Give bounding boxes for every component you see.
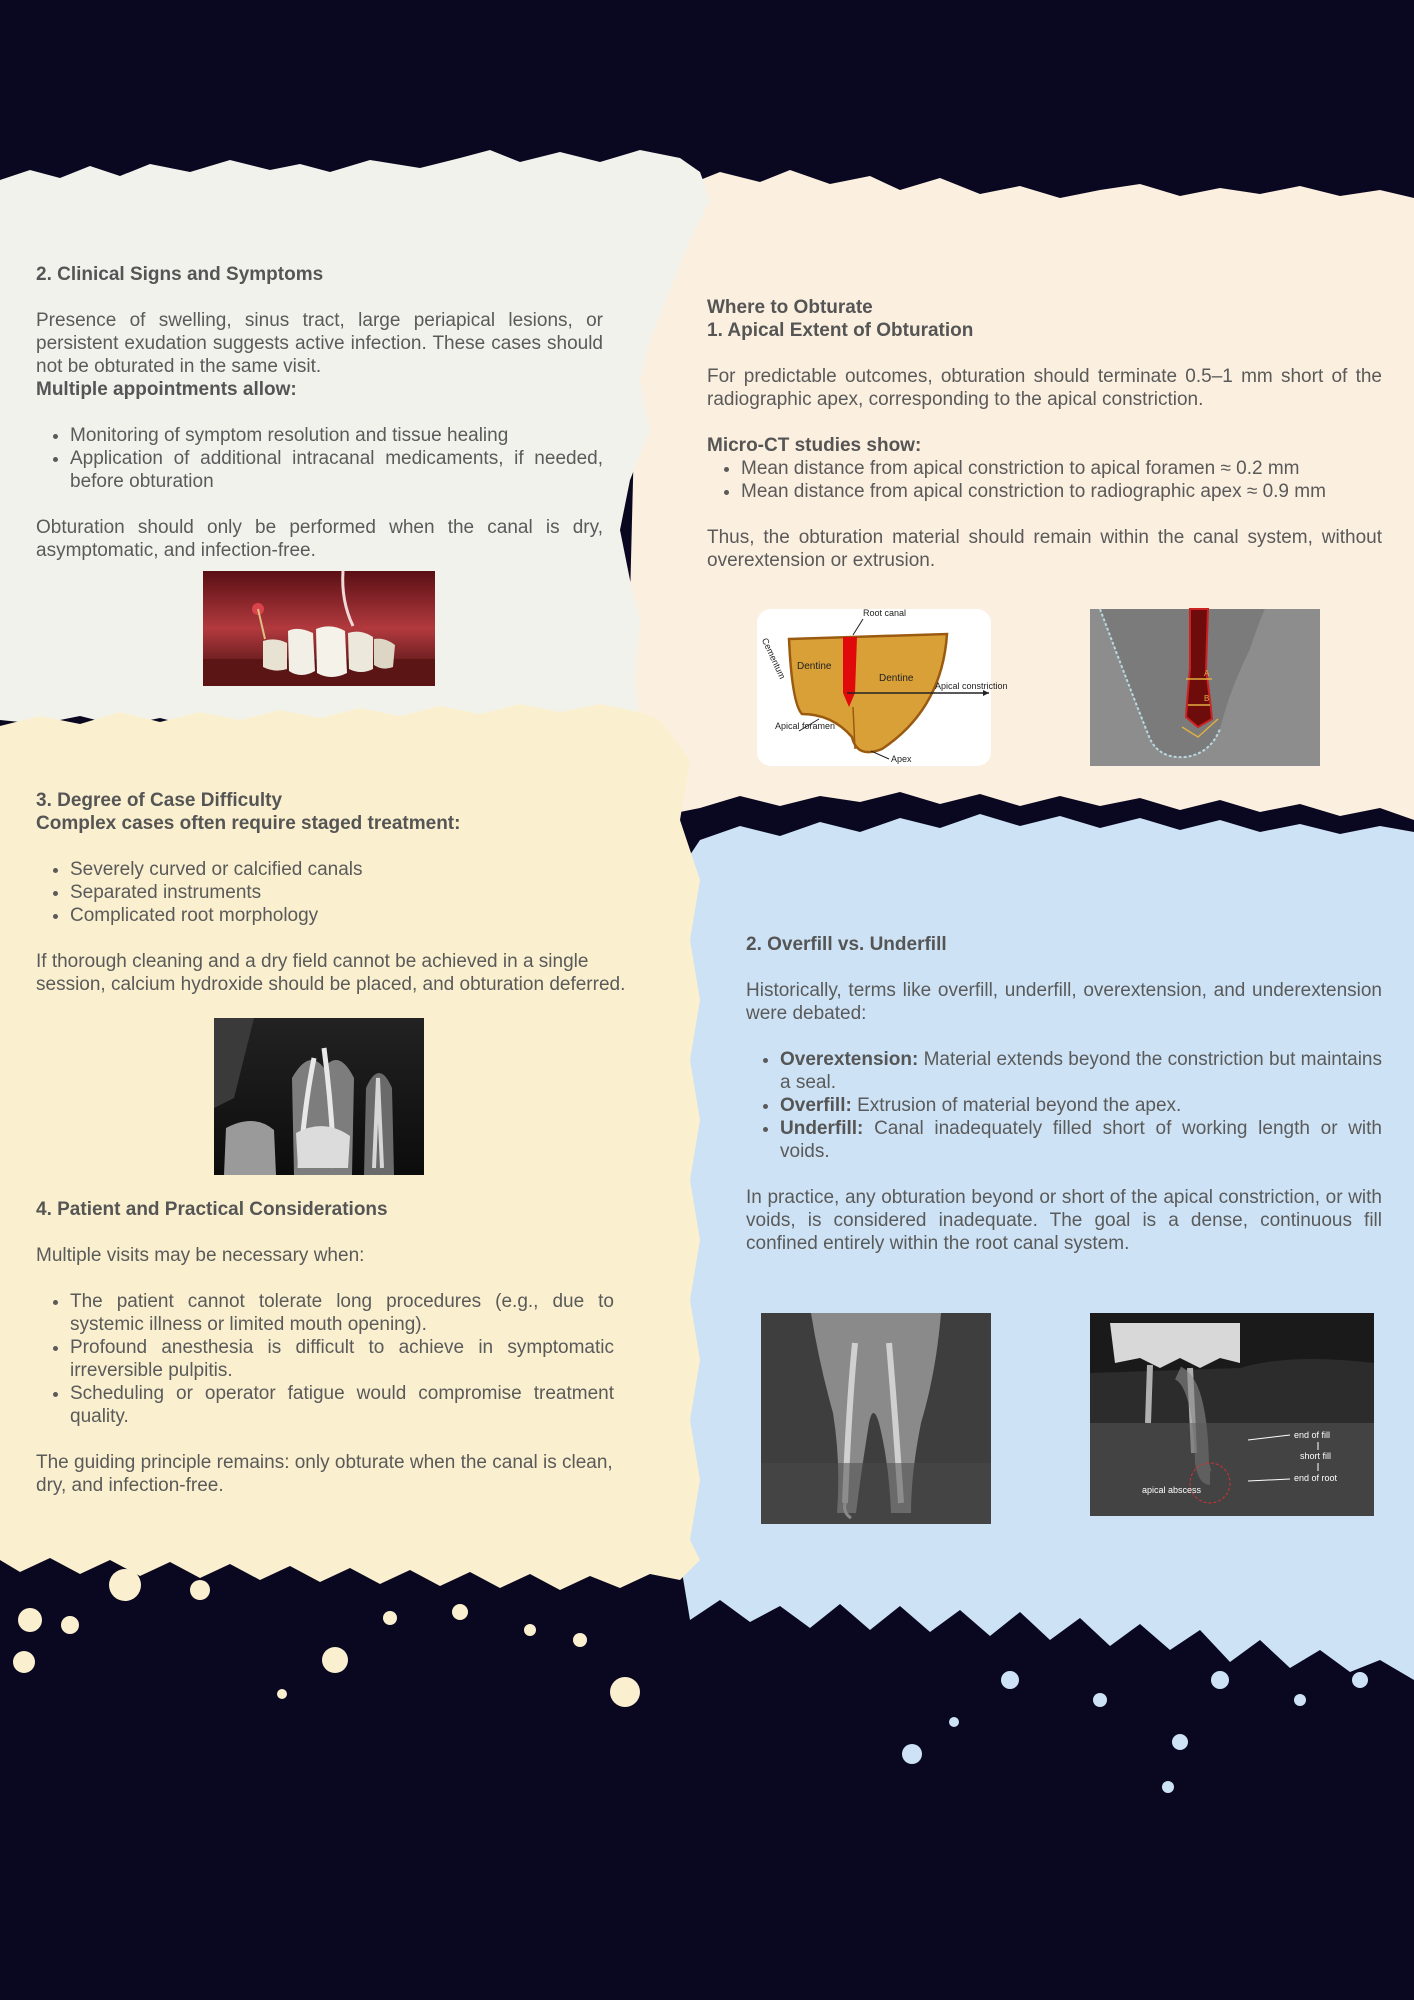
end-of-fill-label: end of fill <box>1294 1430 1331 1440</box>
apex-label: Apex <box>891 754 912 764</box>
patient-considerations-closing: The guiding principle remains: only obturate when the canal is clean, dry, and infection-free. <box>36 1452 613 1496</box>
term-definition: Canal inadequately filled short of working length or with voids. <box>780 1118 1382 1162</box>
sinus-tract-photo <box>203 571 435 686</box>
apical-extent-paragraph: For predictable outcomes, obturation should terminate 0.5–1 mm short of the radiographic apex, corresponding to the apical constriction. <box>707 366 1382 410</box>
case-difficulty-section <box>36 789 636 996</box>
list-item: • Profound anesthesia is difficult to achieve in symptomatic irreversible pulpitis. <box>70 1336 614 1382</box>
list-item <box>780 1117 1382 1163</box>
short-fill-radiograph <box>1090 1313 1374 1516</box>
list-item: • Mean distance from apical constriction to apical foramen ≈ 0.2 mm <box>741 457 1382 480</box>
list-item: • Severely curved or calcified canals <box>70 858 636 881</box>
multiple-appointments-subheading: Multiple appointments allow: <box>36 379 297 400</box>
overfill-underfill-closing: In practice, any obturation beyond or short of the apical constriction, or with voids, is considered inadequate. The goal is a dense, continuous fill confined entirely within the root canal system. <box>746 1187 1382 1254</box>
case-difficulty-closing: If thorough cleaning and a dry field cannot be achieved in a single session, calcium hydroxide should be placed, and obturation deferred. <box>36 951 626 995</box>
list-item <box>780 1048 1382 1094</box>
appointments-list <box>36 424 603 493</box>
patient-considerations-heading: 4. Patient and Practical Considerations <box>36 1199 388 1220</box>
dentine-right-label: Dentine <box>879 673 914 684</box>
root-canal-label: Root canal <box>863 608 907 618</box>
apical-abscess-label: apical abscess <box>1142 1485 1202 1495</box>
overfill-underfill-section <box>746 933 1382 1255</box>
case-difficulty-heading: 3. Degree of Case Difficulty <box>36 790 283 811</box>
list-item: • Mean distance from apical constriction to radiographic apex ≈ 0.9 mm <box>741 480 1382 503</box>
cementum-label: Cementum <box>759 636 788 681</box>
ct-label-a: A <box>1204 669 1210 678</box>
end-of-root-label: end of root <box>1294 1473 1338 1483</box>
list-item <box>780 1094 1382 1117</box>
term-label: Overfill: <box>780 1095 852 1116</box>
term-definition: Extrusion of material beyond the apex. <box>851 1095 1182 1116</box>
term-label: Overextension: <box>780 1049 919 1070</box>
micro-ct-list <box>707 457 1382 503</box>
complex-case-radiograph <box>214 1018 424 1175</box>
apical-extent-heading: 1. Apical Extent of Obturation <box>707 320 974 341</box>
clinical-signs-heading: 2. Clinical Signs and Symptoms <box>36 264 324 285</box>
micro-ct-subheading: Micro-CT studies show: <box>707 435 922 456</box>
splatter-dots-yellow <box>13 1569 640 1707</box>
difficulty-list <box>36 858 636 927</box>
apical-foramen-label: Apical foramen <box>775 721 836 731</box>
root-fill-radiograph <box>761 1313 991 1524</box>
considerations-list <box>36 1290 614 1428</box>
apical-anatomy-diagram <box>757 608 1008 766</box>
list-item: • Monitoring of symptom resolution and tissue healing <box>70 424 603 447</box>
clinical-signs-paragraph: Presence of swelling, sinus tract, large periapical lesions, or persistent exudation suggests active infection. These cases should not be obturated in the same visit. <box>36 310 603 377</box>
patient-considerations-section <box>36 1198 614 1497</box>
micro-ct-image <box>1090 609 1320 766</box>
list-item: • Complicated root morphology <box>70 904 636 927</box>
term-label: Underfill: <box>780 1118 864 1139</box>
patient-considerations-intro: Multiple visits may be necessary when: <box>36 1245 365 1266</box>
short-fill-label: short fill <box>1300 1451 1332 1461</box>
list-item: • Separated instruments <box>70 881 636 904</box>
dentine-left-label: Dentine <box>797 661 832 672</box>
clinical-signs-section <box>36 263 603 562</box>
where-to-obturate-heading: Where to Obturate <box>707 297 873 318</box>
overfill-underfill-paragraph: Historically, terms like overfill, underfill, overextension, and underextension were debated: <box>746 980 1382 1024</box>
definitions-list <box>746 1048 1382 1163</box>
list-item: • Application of additional intracanal medicaments, if needed, before obturation <box>70 447 603 493</box>
term-definition: Material extends beyond the constriction but maintains a seal. <box>780 1049 1382 1093</box>
apical-constriction-label: Apical constriction <box>935 681 1008 691</box>
overfill-underfill-heading: 2. Overfill vs. Underfill <box>746 934 947 955</box>
staged-treatment-subheading: Complex cases often require staged treatment: <box>36 813 461 834</box>
splatter-dots-blue <box>902 1671 1368 1793</box>
list-item: • The patient cannot tolerate long procedures (e.g., due to systemic illness or limited mouth opening). <box>70 1290 614 1336</box>
list-item: • Scheduling or operator fatigue would compromise treatment quality. <box>70 1382 614 1428</box>
apical-extent-closing: Thus, the obturation material should remain within the canal system, without overextension or extrusion. <box>707 527 1382 571</box>
clinical-signs-closing: Obturation should only be performed when the canal is dry, asymptomatic, and infection-free. <box>36 517 603 561</box>
where-to-obturate-section <box>707 296 1382 572</box>
ct-label-b: B <box>1204 694 1210 703</box>
